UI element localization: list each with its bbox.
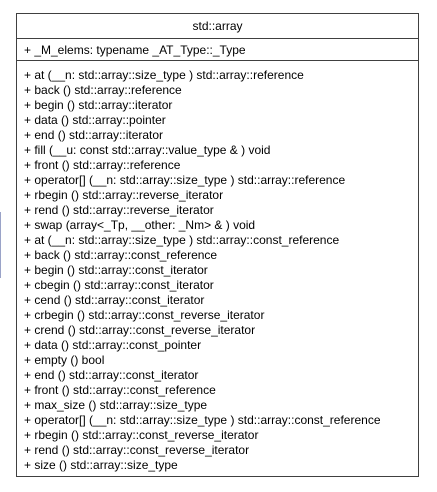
methods-section — [17, 61, 418, 473]
method-item: + back () std::array::const_reference — [24, 248, 218, 262]
method-item: + at (__n: std::array::size_type ) std::array::reference — [24, 68, 304, 82]
attribute-item: + _M_elems: typename _AT_Type::_Type — [24, 43, 246, 57]
method-item: + end () std::array::const_iterator — [24, 368, 199, 382]
method-item: + empty () bool — [24, 353, 105, 367]
method-item: + end () std::array::iterator — [24, 128, 164, 142]
method-item: + data () std::array::pointer — [24, 113, 166, 127]
class-name: std::array — [17, 14, 418, 39]
method-item: + size () std::array::size_type — [24, 458, 178, 472]
method-item: + operator[] (__n: std::array::size_type ) std::array::const_reference — [24, 413, 381, 427]
method-item: + rbegin () std::array::reverse_iterator — [24, 188, 224, 202]
left-edge-marker — [0, 212, 1, 278]
method-item: + rend () std::array::reverse_iterator — [24, 203, 214, 217]
method-item: + rbegin () std::array::const_reverse_iterator — [24, 428, 259, 442]
method-item: + operator[] (__n: std::array::size_type ) std::array::reference — [24, 173, 346, 187]
method-item: + front () std::array::const_reference — [24, 383, 216, 397]
method-item: + cend () std::array::const_iterator — [24, 293, 205, 307]
method-item: + fill (__u: const std::array::value_type & ) void — [24, 143, 271, 157]
method-item: + crbegin () std::array::const_reverse_iterator — [24, 308, 265, 322]
attributes-section — [17, 39, 418, 61]
uml-class-box — [16, 13, 419, 477]
method-item: + swap (array<_Tp, __other: _Nm> & ) void — [24, 218, 256, 232]
method-item: + back () std::array::reference — [24, 83, 182, 97]
method-item: + max_size () std::array::size_type — [24, 398, 208, 412]
method-item: + begin () std::array::iterator — [24, 98, 173, 112]
method-item: + cbegin () std::array::const_iterator — [24, 278, 214, 292]
method-item: + at (__n: std::array::size_type ) std::array::const_reference — [24, 233, 340, 247]
method-item: + rend () std::array::const_reverse_iterator — [24, 443, 250, 457]
method-item: + begin () std::array::const_iterator — [24, 263, 208, 277]
method-item: + data () std::array::const_pointer — [24, 338, 202, 352]
method-item: + front () std::array::reference — [24, 158, 181, 172]
method-item: + crend () std::array::const_reverse_iterator — [24, 323, 256, 337]
